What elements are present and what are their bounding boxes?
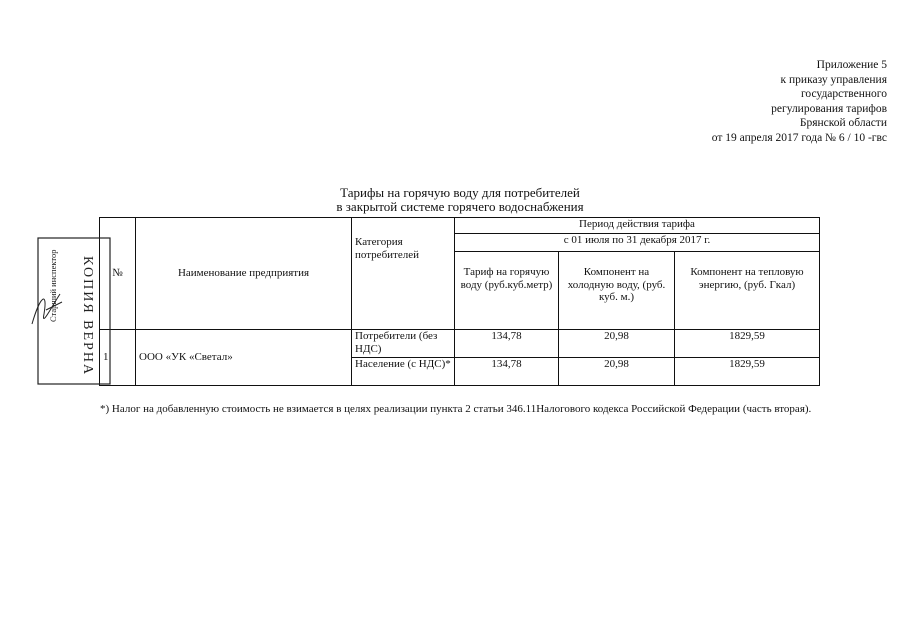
appendix-line: государственного xyxy=(801,88,887,101)
appendix-line: регулирования тарифов xyxy=(771,102,887,115)
row-category: Население (с НДС)* xyxy=(352,358,455,386)
appendix-line: Приложение 5 xyxy=(816,59,887,71)
header-period-label: Период действия тарифа xyxy=(455,218,820,234)
tariff-table xyxy=(99,217,820,386)
row-tariff: 134,78 xyxy=(455,330,559,358)
header-enterprise: Наименование предприятия xyxy=(136,218,352,330)
stamp-text-main: КОПИЯ ВЕРНА xyxy=(80,256,95,377)
header-heat-component: Компонент на тепловую энергию, (руб. Гкал) xyxy=(675,252,820,330)
header-cold-component: Компонент на холодную воду, (руб. куб. м.) xyxy=(559,252,675,330)
header-tariff: Тариф на горячую воду (руб.куб.метр) xyxy=(455,252,559,330)
row-cold: 20,98 xyxy=(559,358,675,386)
appendix-line: от 19 апреля 2017 года № 6 / 10 -гвс xyxy=(711,131,887,144)
row-heat: 1829,59 xyxy=(675,330,820,358)
title-line-2: в закрытой системе горячего водоснабжения xyxy=(336,199,584,214)
title-line-1: Тарифы на горячую воду для потребителей xyxy=(340,185,580,200)
appendix-line: Брянской области xyxy=(799,117,887,130)
signature-scribble xyxy=(32,294,62,324)
header-period-value: с 01 июля по 31 декабря 2017 г. xyxy=(455,234,820,252)
appendix-line: к приказу управления xyxy=(780,73,887,86)
row-enterprise: ООО «УК «Светал» xyxy=(136,330,352,386)
stamp-text-title: Старший инспектор xyxy=(48,249,58,322)
header-category: Категория потребителей xyxy=(352,218,455,330)
row-number: 1 xyxy=(100,330,136,386)
row-tariff: 134,78 xyxy=(455,358,559,386)
appendix-header xyxy=(627,58,887,146)
header-number: № xyxy=(100,218,136,330)
document-title xyxy=(200,186,720,214)
row-cold: 20,98 xyxy=(559,330,675,358)
table-row xyxy=(100,330,820,358)
row-heat: 1829,59 xyxy=(675,358,820,386)
row-category: Потребители (без НДС) xyxy=(352,330,455,358)
footnote: *) Налог на добавленную стоимость не взимается в целях реализации пункта 2 статьи 346.11Налогового кодекса Российской Федерации (часть вторая). xyxy=(100,403,812,415)
